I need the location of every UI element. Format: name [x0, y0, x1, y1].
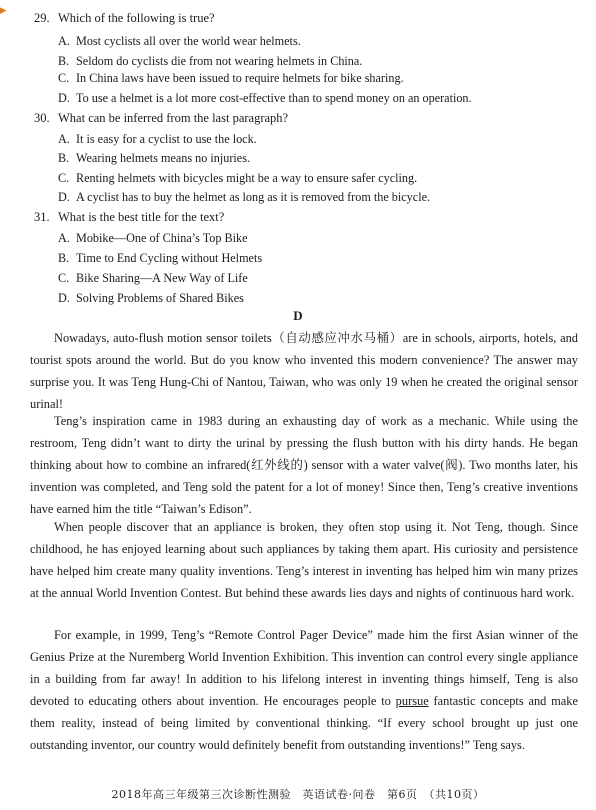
paragraph-text-after: fantastic concepts and make them reality, instead of being limited by conventional thinking. “If every school brought up just one outstanding inventor, our country would definitely benefit from outstanding inventions!” Teng says.: [30, 694, 578, 752]
option-text: It is easy for a cyclist to use the lock.: [76, 132, 257, 146]
option-text: Seldom do cyclists die from not wearing helmets in China.: [76, 54, 363, 68]
option-letter: C.: [58, 171, 70, 185]
question-29: [34, 10, 215, 26]
option-letter: B.: [58, 251, 70, 265]
option-letter: A.: [58, 132, 70, 146]
option-30-a: [58, 131, 257, 147]
option-text: In China laws have been issued to require helmets for bike sharing.: [76, 71, 404, 85]
option-letter: B.: [58, 151, 70, 165]
question-stem: What can be inferred from the last paragraph?: [58, 111, 289, 125]
question-31: [34, 209, 224, 225]
question-30: [34, 110, 288, 126]
option-31-c: [58, 270, 248, 286]
option-30-c: [58, 170, 417, 186]
option-letter: B.: [58, 54, 70, 68]
option-29-c: [58, 70, 404, 86]
option-text: Solving Problems of Shared Bikes: [76, 291, 244, 305]
option-31-b: [58, 250, 262, 266]
corner-marker-icon: ▸: [0, 3, 7, 18]
passage-paragraph-4: [30, 624, 578, 756]
option-text: Mobike—One of China’s Top Bike: [76, 231, 248, 245]
section-heading: D: [293, 308, 303, 323]
option-text: Renting helmets with bicycles might be a way to ensure safer cycling.: [76, 171, 418, 185]
option-letter: C.: [58, 71, 70, 85]
option-29-b: [58, 53, 362, 69]
option-31-d: [58, 290, 244, 306]
option-letter: A.: [58, 231, 70, 245]
option-30-d: [58, 189, 430, 205]
option-29-a: [58, 33, 301, 49]
option-letter: A.: [58, 34, 70, 48]
option-letter: D.: [58, 190, 70, 204]
option-29-d: [58, 90, 472, 106]
option-letter: D.: [58, 91, 70, 105]
option-letter: C.: [58, 271, 70, 285]
question-stem: What is the best title for the text?: [58, 210, 225, 224]
question-number: 31.: [34, 210, 50, 224]
underlined-word: pursue: [395, 694, 429, 708]
option-text: Bike Sharing—A New Way of Life: [76, 271, 248, 285]
passage-paragraph-3: When people discover that an appliance is broken, they often stop using it. Not Teng, though. Since childhood, he has enjoyed learning about such appliances by taking them apart. His curiosity and persistence have helped him create many quality inventions. Teng’s interest in inventing has helped him win many prizes at the annual World Invention Contest. But behind these awards lies days and nights of continuous hard work.: [30, 520, 578, 600]
option-31-a: [58, 230, 248, 246]
option-text: A cyclist has to buy the helmet as long as it is removed from the bicycle.: [76, 190, 431, 204]
question-number: 30.: [34, 111, 50, 125]
option-text: Wearing helmets means no injuries.: [76, 151, 250, 165]
passage-paragraph-1: Nowadays, auto-flush motion sensor toilets（自动感应冲水马桶）are in schools, airports, hotels, and tourist spots around the world. But do you know who invented this modern convenience? The answer may surprise you. It was Teng Hung-Chi of Nantou, Taiwan, who was only 19 when he created the original sensor urinal!: [30, 331, 578, 411]
option-30-b: [58, 150, 250, 166]
page-footer: 2018年高三年级第三次诊断性测验 英语试卷·问卷 第6页 （共10页）: [111, 788, 485, 801]
question-number: 29.: [34, 11, 50, 25]
option-letter: D.: [58, 291, 70, 305]
option-text: To use a helmet is a lot more cost-effective than to spend money on an operation.: [76, 91, 472, 105]
option-text: Most cyclists all over the world wear helmets.: [76, 34, 301, 48]
question-stem: Which of the following is true?: [58, 11, 215, 25]
option-text: Time to End Cycling without Helmets: [76, 251, 263, 265]
paragraph-text-before: For example, in 1999, Teng’s “Remote Control Pager Device” made him the first Asian winner of the Genius Prize at the Nuremberg World Invention Exhibition. This invention can control every single appliance in a building from far away! In addition to his lifelong interest in inventing things himself, Teng is also devoted to educating others about invention. He encourages people to: [30, 628, 578, 708]
passage-paragraph-2: Teng’s inspiration came in 1983 during an exhausting day of work as a mechanic. While using the restroom, Teng didn’t want to dirty the urinal by pressing the flush button with his dirty hands. He began thinking about how to combine an infrared(红外线的) sensor with a water valve(阀). Two months later, his invention was completed, and Teng sold the patent for a lot of money! Since then, Teng’s creative inventions have earned him the title “Taiwan’s Edison”.: [30, 414, 578, 516]
